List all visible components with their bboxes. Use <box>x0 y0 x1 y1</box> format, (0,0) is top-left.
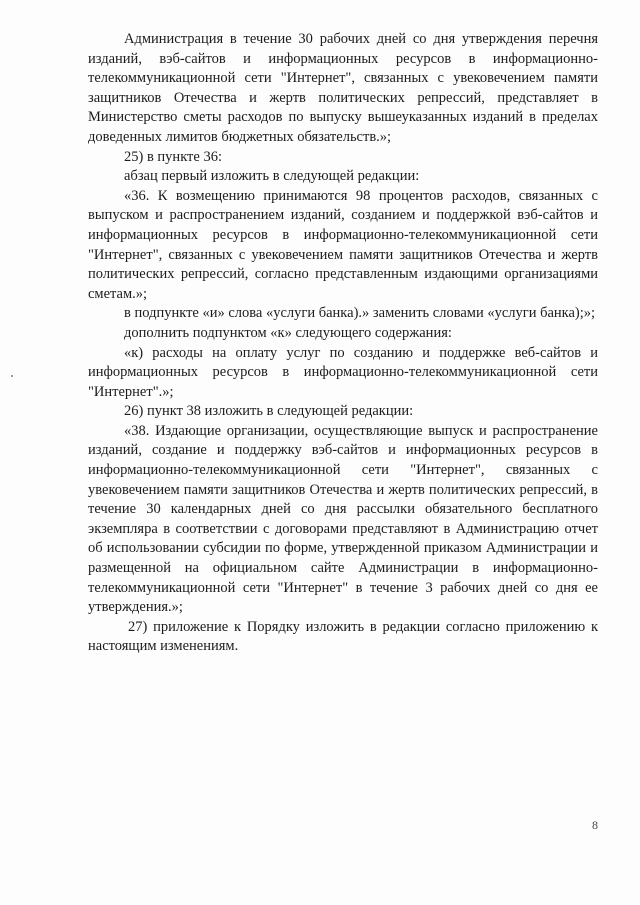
paragraph-administration-estimates: Администрация в течение 30 рабочих дней со дня утверждения перечня изданий, вэб-сайтов и информационных ресурсов в информационно-телекоммуникационной сети "Интернет", связанных с увековечением памяти защитников Отечества и жертв политических репрессий, представляет в Министерство сметы расходов по выпуску вышеуказанных изданий в пределах доведенных лимитов бюджетных обязательств.»; <box>88 31 598 145</box>
paragraph-subpoint-k: «к) расходы на оплату услуг по созданию и поддержке веб-сайтов и информационных ресурсов в информационно-телекоммуникационной сети "Интернет".»; <box>88 344 598 400</box>
paragraph-point-36: «36. К возмещению принимаются 98 процентов расходов, связанных с выпуском и распространением изданий, созданием и поддержкой вэб-сайтов и информационных ресурсов в информационно-телекоммуникационной сети "Интернет", связанных с увековечением памяти защитников Отечества и жертв политических репрессий, согласно представленным издающими организациями сметам.»; <box>88 187 598 302</box>
paragraph-item-25: 25) в пункте 36: <box>124 148 222 165</box>
paragraph-add-subpoint-k: дополнить подпунктом «к» следующего содержания: <box>124 324 452 341</box>
page-number: 8 <box>592 818 598 832</box>
margin-mark <box>11 375 13 377</box>
paragraph-subpoint-i: в подпункте «и» слова «услуги банка).» заменить словами «услуги банка);»; <box>124 305 596 322</box>
paragraph-item-26: 26) пункт 38 изложить в следующей редакции: <box>124 403 414 420</box>
paragraph-first-abzac: абзац первый изложить в следующей редакции: <box>124 168 420 185</box>
paragraph-item-27: 27) приложение к Порядку изложить в редакции согласно приложению к настоящим изменениям. <box>88 618 598 655</box>
paragraph-point-38: «38. Издающие организации, осуществляющие выпуск и распространение изданий, создание и поддержку вэб-сайтов и информационных ресурсов в информационно-телекоммуникационной сети "Интернет", связанных с увековечением памяти защитников Отечества и жертв политических репрессий, в течение 30 календарных дней со дня рассылки обязательного бесплатного экземпляра в соответствии с договорами представляют в Администрацию отчет об использовании субсидии по форме, утвержденной приказом Администрации и размещенной на официальном сайте Администрации в информационно-телекоммуникационной сети "Интернет" в течение 3 рабочих дней со дня ее утверждения.»; <box>88 422 598 616</box>
document-body <box>88 30 598 657</box>
